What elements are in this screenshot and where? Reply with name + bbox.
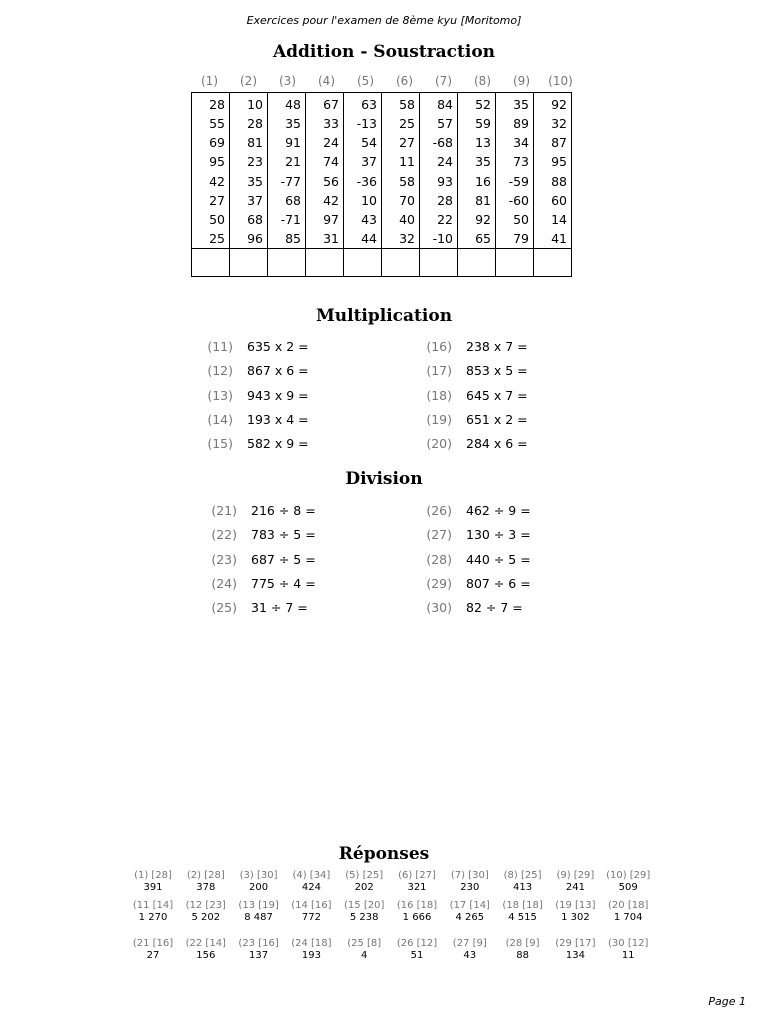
answer-value: 509 [618, 882, 638, 893]
addition-cell: 81 [458, 191, 496, 210]
multiplication-exercise [422, 388, 528, 403]
addition-cell: 23 [230, 152, 268, 171]
addition-column-label: (7) [435, 74, 452, 88]
answer-key: (8) [25] [503, 870, 542, 881]
addition-row [192, 133, 572, 152]
exercise-number: (30) [426, 600, 452, 616]
exercise-number: (13) [207, 387, 233, 403]
answer-key: (16 [18] [396, 900, 438, 911]
addition-cell: -77 [268, 171, 306, 190]
answer-item [497, 900, 549, 924]
addition-cell: 40 [382, 210, 420, 229]
answer-item [391, 870, 443, 894]
addition-cell: 87 [534, 133, 572, 152]
addition-cell: 16 [458, 171, 496, 190]
addition-cell: 58 [382, 93, 420, 114]
addition-cell: 37 [344, 152, 382, 171]
addition-cell: 43 [344, 210, 382, 229]
answer-value: 241 [565, 882, 585, 893]
answer-key: (11 [14] [132, 900, 174, 911]
answer-value: 1 302 [561, 912, 590, 923]
addition-cell: 92 [458, 210, 496, 229]
addition-cell: 88 [534, 171, 572, 190]
addition-cell: 35 [230, 171, 268, 190]
exercise-number: (21) [211, 503, 237, 518]
exercise-number: (15) [207, 436, 233, 452]
exercise-expression: 440 ÷ 5 = [466, 551, 531, 567]
exercise-number: (20) [426, 436, 452, 452]
addition-column-label: (10) [548, 74, 573, 88]
division-exercise [422, 600, 523, 615]
answer-key: (2) [28] [186, 870, 225, 881]
addition-cell: 95 [534, 152, 572, 171]
addition-column-label: (2) [240, 74, 257, 88]
addition-row [192, 191, 572, 210]
addition-cell: -13 [344, 114, 382, 133]
addition-answer-cell[interactable] [306, 249, 344, 277]
addition-cell: 74 [306, 152, 344, 171]
answer-value: 321 [407, 882, 427, 893]
division-exercise [207, 600, 308, 615]
answer-key: (26 [12] [396, 938, 438, 949]
addition-cell: 59 [458, 114, 496, 133]
addition-cell: 25 [192, 229, 230, 248]
addition-cell: 50 [496, 210, 534, 229]
addition-column-label: (5) [357, 74, 374, 88]
addition-cell: 14 [534, 210, 572, 229]
addition-cell: 65 [458, 229, 496, 248]
addition-cell: 57 [420, 114, 458, 133]
answer-value: 193 [301, 950, 321, 961]
answer-key: (30 [12] [608, 938, 649, 949]
answer-key: (3) [30] [239, 870, 278, 881]
answer-key: (13 [19] [238, 900, 279, 911]
answer-key: (14 [16] [291, 900, 332, 911]
addition-answer-cell[interactable] [496, 249, 534, 277]
addition-cell: -10 [420, 229, 458, 248]
exercise-expression: 238 x 7 = [466, 339, 528, 354]
addition-column-label: (3) [279, 74, 296, 88]
exercise-expression: 193 x 4 = [247, 411, 309, 427]
exercise-number: (14) [207, 411, 233, 427]
division-exercise [207, 527, 316, 542]
addition-answer-cell[interactable] [192, 249, 230, 277]
answer-item [602, 870, 654, 894]
addition-row [192, 152, 572, 171]
answer-key: (23 [16] [238, 938, 279, 949]
exercise-expression: 783 ÷ 5 = [251, 527, 316, 543]
addition-row [192, 210, 572, 229]
answer-item [127, 870, 179, 894]
addition-column-label: (1) [201, 74, 218, 88]
answer-key: (7) [30] [450, 870, 489, 881]
answer-value: 1 704 [613, 912, 643, 923]
answer-value: 230 [460, 882, 480, 893]
addition-cell: 27 [192, 191, 230, 210]
multiplication-exercise [203, 339, 309, 354]
multiplication-title: Multiplication [315, 306, 453, 326]
answer-key: (18 [18] [502, 900, 543, 911]
answer-value: 413 [513, 882, 533, 893]
addition-column-label: (8) [474, 74, 491, 88]
addition-cell: 92 [534, 93, 572, 114]
multiplication-exercise [203, 388, 309, 403]
exercise-expression: 31 ÷ 7 = [251, 600, 308, 616]
addition-cell: 81 [230, 133, 268, 152]
addition-cell: 89 [496, 114, 534, 133]
answer-item [285, 938, 337, 962]
addition-cell: 91 [268, 133, 306, 152]
division-exercise [422, 503, 531, 518]
addition-cell: 35 [458, 152, 496, 171]
addition-cell: -71 [268, 210, 306, 229]
exercise-number: (24) [211, 575, 237, 591]
answer-key: (10) [29] [606, 870, 651, 881]
addition-cell: 28 [420, 191, 458, 210]
answer-value: 1 270 [138, 912, 168, 923]
exercise-expression: 462 ÷ 9 = [466, 503, 531, 518]
addition-cell: -60 [496, 191, 534, 210]
answer-item [233, 900, 285, 924]
answer-item [338, 900, 390, 924]
answer-value: 43 [463, 950, 477, 961]
answer-value: 202 [354, 882, 374, 893]
addition-cell: 21 [268, 152, 306, 171]
addition-row [192, 93, 572, 114]
exercise-expression: 130 ÷ 3 = [466, 527, 531, 543]
exercise-expression: 651 x 2 = [466, 411, 528, 427]
exercise-expression: 284 x 6 = [466, 436, 528, 452]
exercise-expression: 216 ÷ 8 = [251, 503, 316, 518]
answer-item [444, 870, 496, 894]
addition-cell: -68 [420, 133, 458, 152]
page-header: Exercices pour l'examen de 8ème kyu [Moritomo] [246, 14, 522, 27]
exercise-expression: 82 ÷ 7 = [466, 600, 523, 616]
answer-item [127, 938, 179, 962]
addition-column-labels [190, 74, 580, 88]
multiplication-exercise [203, 436, 309, 451]
answer-key: (6) [27] [398, 870, 436, 881]
answer-key: (21 [16] [132, 938, 174, 949]
addition-cell: -59 [496, 171, 534, 190]
addition-answer-cell[interactable] [458, 249, 496, 277]
addition-cell: 56 [306, 171, 344, 190]
addition-answer-cell[interactable] [344, 249, 382, 277]
addition-cell: 24 [306, 133, 344, 152]
answer-value: 88 [516, 950, 529, 961]
addition-cell: 96 [230, 229, 268, 248]
answer-item [180, 900, 232, 924]
addition-cell: 70 [382, 191, 420, 210]
exercise-number: (12) [207, 363, 233, 379]
addition-cell: 60 [534, 191, 572, 210]
answer-value: 27 [146, 950, 160, 961]
addition-cell: 35 [268, 114, 306, 133]
exercise-expression: 687 ÷ 5 = [251, 551, 316, 567]
answer-value: 11 [621, 950, 635, 961]
answer-value: 1 666 [402, 912, 432, 923]
answer-value: 772 [301, 912, 321, 923]
answer-key: (17 [14] [449, 900, 490, 911]
answer-value: 5 238 [349, 912, 379, 923]
addition-cell: 55 [192, 114, 230, 133]
division-exercise [422, 552, 531, 567]
answer-key: (4) [34] [292, 870, 331, 881]
division-title: Division [345, 469, 423, 489]
addition-cell: 37 [230, 191, 268, 210]
answer-item [285, 870, 337, 894]
addition-cell: 97 [306, 210, 344, 229]
exercise-expression: 775 ÷ 4 = [251, 575, 316, 591]
addition-cell: 28 [230, 114, 268, 133]
addition-cell: 33 [306, 114, 344, 133]
multiplication-exercise [203, 412, 309, 427]
exercise-number: (11) [207, 339, 233, 354]
addition-cell: 13 [458, 133, 496, 152]
answer-item [602, 938, 654, 962]
exercise-number: (22) [211, 527, 237, 543]
addition-cell: 25 [382, 114, 420, 133]
answer-key: (25 [8] [347, 938, 382, 949]
addition-cell: 58 [382, 171, 420, 190]
answer-key: (24 [18] [291, 938, 332, 949]
addition-column-label: (4) [318, 74, 335, 88]
answer-value: 137 [249, 950, 269, 961]
answer-value: 4 515 [508, 912, 537, 923]
addition-cell: 11 [382, 152, 420, 171]
addition-cell: 79 [496, 229, 534, 248]
answer-item [444, 938, 496, 962]
addition-cell: 10 [230, 93, 268, 114]
exercise-expression: 582 x 9 = [247, 436, 309, 452]
answer-item [338, 870, 390, 894]
addition-cell: 22 [420, 210, 458, 229]
addition-column-label: (6) [396, 74, 413, 88]
addition-cell: 68 [268, 191, 306, 210]
addition-cell: 73 [496, 152, 534, 171]
division-exercise [207, 552, 316, 567]
addition-cell: 84 [420, 93, 458, 114]
answer-item [497, 938, 549, 962]
answer-key: (5) [25] [345, 870, 384, 881]
answer-key: (27 [9] [452, 938, 487, 949]
addition-answer-cell[interactable] [268, 249, 306, 277]
multiplication-exercise [422, 436, 528, 451]
addition-cell: 44 [344, 229, 382, 248]
addition-cell: 69 [192, 133, 230, 152]
answer-item [391, 938, 443, 962]
addition-cell: -36 [344, 171, 382, 190]
answer-value: 4 [361, 950, 368, 961]
addition-cell: 93 [420, 171, 458, 190]
answer-value: 156 [196, 950, 216, 961]
addition-cell: 42 [306, 191, 344, 210]
addition-cell: 63 [344, 93, 382, 114]
exercise-expression: 635 x 2 = [247, 339, 309, 354]
answer-item [444, 900, 496, 924]
exercise-number: (17) [426, 363, 452, 379]
answer-key: (29 [17] [555, 938, 596, 949]
addition-cell: 41 [534, 229, 572, 248]
answer-item [549, 900, 601, 924]
answer-item [602, 900, 654, 924]
multiplication-exercise [422, 363, 528, 378]
page-number: Page 1 [708, 995, 746, 1008]
exercise-number: (19) [426, 411, 452, 427]
addition-column-label: (9) [513, 74, 530, 88]
multiplication-exercise [422, 412, 528, 427]
answer-item [549, 938, 601, 962]
answer-item [127, 900, 179, 924]
answer-item [233, 938, 285, 962]
answer-value: 378 [196, 882, 216, 893]
exercise-number: (25) [211, 600, 237, 616]
addition-answer-cell[interactable] [382, 249, 420, 277]
exercise-number: (28) [426, 551, 452, 567]
addition-answer-cell[interactable] [230, 249, 268, 277]
addition-cell: 54 [344, 133, 382, 152]
answer-key: (20 [18] [608, 900, 649, 911]
answer-value: 200 [249, 882, 269, 893]
answer-key: (28 [9] [505, 938, 540, 949]
answer-key: (19 [13] [555, 900, 596, 911]
addition-cell: 31 [306, 229, 344, 248]
answers-title: Réponses [338, 844, 430, 864]
exercise-number: (27) [426, 527, 452, 543]
answer-value: 424 [301, 882, 321, 893]
division-exercise [207, 503, 316, 518]
addition-cell: 10 [344, 191, 382, 210]
addition-cell: 48 [268, 93, 306, 114]
answer-value: 51 [410, 950, 424, 961]
addition-cell: 67 [306, 93, 344, 114]
exercise-expression: 853 x 5 = [466, 363, 528, 379]
addition-cell: 34 [496, 133, 534, 152]
addition-cell: 32 [382, 229, 420, 248]
answer-value: 391 [143, 882, 163, 893]
division-exercise [207, 576, 316, 591]
addition-cell: 50 [192, 210, 230, 229]
addition-cell: 68 [230, 210, 268, 229]
addition-answer-cell[interactable] [420, 249, 458, 277]
addition-row [192, 171, 572, 190]
answer-item [497, 870, 549, 894]
answer-value: 5 202 [191, 912, 221, 923]
addition-cell: 85 [268, 229, 306, 248]
addition-row [192, 229, 572, 248]
answer-value: 4 265 [455, 912, 485, 923]
addition-title: Addition - Soustraction [272, 42, 496, 62]
answer-item [285, 900, 337, 924]
addition-cell: 42 [192, 171, 230, 190]
addition-cell: 95 [192, 152, 230, 171]
answer-key: (22 [14] [185, 938, 226, 949]
exercise-number: (26) [426, 503, 452, 518]
answer-item [180, 938, 232, 962]
exercise-number: (16) [426, 339, 452, 354]
exercise-number: (18) [426, 387, 452, 403]
exercise-expression: 867 x 6 = [247, 363, 309, 379]
addition-table [191, 92, 572, 277]
multiplication-exercise [422, 339, 528, 354]
answer-value: 8 487 [244, 912, 273, 923]
addition-cell: 27 [382, 133, 420, 152]
addition-answer-row [192, 249, 572, 277]
addition-answer-cell[interactable] [534, 249, 572, 277]
exercise-number: (29) [426, 575, 452, 591]
addition-cell: 32 [534, 114, 572, 133]
answer-value: 134 [565, 950, 585, 961]
exercise-expression: 645 x 7 = [466, 387, 528, 403]
answer-item [338, 938, 390, 962]
answer-key: (9) [29] [556, 870, 595, 881]
addition-cell: 52 [458, 93, 496, 114]
exercise-number: (23) [211, 551, 237, 567]
answer-item [549, 870, 601, 894]
answer-item [391, 900, 443, 924]
addition-cell: 28 [192, 93, 230, 114]
addition-row [192, 114, 572, 133]
answer-key: (15 [20] [344, 900, 385, 911]
division-exercise [422, 527, 531, 542]
addition-cell: 35 [496, 93, 534, 114]
multiplication-exercise [203, 363, 309, 378]
answer-key: (1) [28] [134, 870, 172, 881]
answer-item [180, 870, 232, 894]
exercise-expression: 943 x 9 = [247, 387, 309, 403]
answer-key: (12 [23] [185, 900, 226, 911]
answer-item [233, 870, 285, 894]
exercise-expression: 807 ÷ 6 = [466, 575, 531, 591]
addition-cell: 24 [420, 152, 458, 171]
division-exercise [422, 576, 531, 591]
